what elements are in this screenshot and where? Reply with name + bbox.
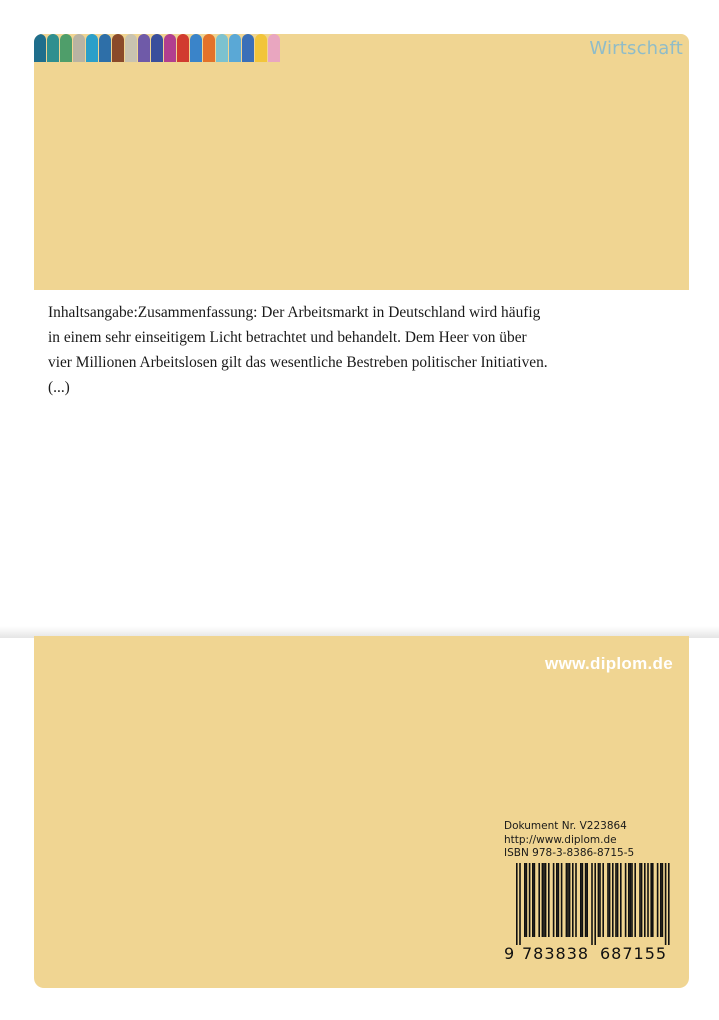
barcode-bar xyxy=(519,863,521,945)
barcode-bar xyxy=(599,863,601,937)
barcode-bar xyxy=(553,863,555,937)
barcode-bar xyxy=(567,863,569,937)
barcode-bar xyxy=(665,863,667,945)
barcode-bar xyxy=(542,863,544,937)
summary-line: (...) xyxy=(48,379,70,396)
barcode-icon xyxy=(516,863,674,945)
barcode-bar xyxy=(628,863,630,937)
barcode-bar xyxy=(617,863,619,937)
barcode-bar xyxy=(586,863,588,937)
barcode-bar xyxy=(644,863,646,937)
color-stripe xyxy=(73,34,85,62)
color-stripe xyxy=(86,34,98,62)
barcode-bar xyxy=(538,863,540,937)
barcode-bar xyxy=(529,863,531,937)
barcode-bar xyxy=(631,863,633,937)
color-stripe-bar xyxy=(34,34,281,62)
color-stripe xyxy=(216,34,228,62)
color-stripe xyxy=(177,34,189,62)
color-stripe xyxy=(112,34,124,62)
barcode-bar xyxy=(582,863,584,937)
summary-line: in einem sehr einseitigem Licht betrachtet und behandelt. Dem Heer von über xyxy=(48,329,527,346)
barcode-bar xyxy=(572,863,574,937)
barcode-digit-group-2: 687155 xyxy=(600,944,668,963)
barcode-bar xyxy=(660,863,662,937)
summary-line: Inhaltsangabe:Zusammenfassung: Der Arbeitsmarkt in Deutschland wird häufig xyxy=(48,304,541,321)
barcode-bar xyxy=(591,863,593,945)
color-stripe xyxy=(229,34,241,62)
color-stripe xyxy=(47,34,59,62)
barcode-bar xyxy=(652,863,654,937)
category-label: Wirtschaft xyxy=(589,38,683,59)
barcode-bar xyxy=(545,863,547,937)
barcode-bar xyxy=(543,863,545,937)
barcode-bar xyxy=(625,863,627,937)
barcode-bar xyxy=(620,863,622,937)
barcode-digit-group-1: 783838 xyxy=(522,944,590,963)
color-stripe xyxy=(164,34,176,62)
cover-top-panel xyxy=(34,34,689,290)
barcode-bar xyxy=(607,863,609,937)
color-stripe xyxy=(99,34,111,62)
document-number: Dokument Nr. V223864 xyxy=(504,820,627,832)
color-stripe xyxy=(138,34,150,62)
color-stripe xyxy=(60,34,72,62)
barcode-bar xyxy=(548,863,550,937)
summary-line: vier Millionen Arbeitslosen gilt das wesentliche Bestreben politischer Initiativen. xyxy=(48,354,548,371)
barcode-bar xyxy=(650,863,652,937)
barcode-bar xyxy=(534,863,536,937)
color-stripe xyxy=(190,34,202,62)
barcode-bar xyxy=(526,863,528,937)
barcode-bar xyxy=(602,863,604,937)
barcode-bar xyxy=(662,863,664,937)
barcode-bar xyxy=(609,863,611,937)
color-stripe xyxy=(242,34,254,62)
barcode-block xyxy=(504,820,680,968)
barcode-bar xyxy=(634,863,636,937)
barcode-bar xyxy=(566,863,568,937)
color-stripe xyxy=(203,34,215,62)
barcode-bar xyxy=(569,863,571,937)
barcode-bar xyxy=(580,863,582,937)
barcode-digit-lead: 9 xyxy=(504,944,515,963)
isbn: ISBN 978-3-8386-8715-5 xyxy=(504,847,635,859)
barcode-bar xyxy=(668,863,670,945)
barcode-bar xyxy=(641,863,643,937)
barcode-bar xyxy=(594,863,596,945)
website-link[interactable]: www.diplom.de xyxy=(545,654,673,673)
color-stripe xyxy=(151,34,163,62)
barcode-bar xyxy=(575,863,577,937)
color-stripe xyxy=(125,34,137,62)
barcode-bar xyxy=(630,863,632,937)
color-stripe xyxy=(34,34,46,62)
publisher-url[interactable]: http://www.diplom.de xyxy=(504,833,617,846)
summary-text xyxy=(48,300,608,400)
color-stripe xyxy=(268,34,280,62)
barcode-bar xyxy=(558,863,560,937)
color-stripe xyxy=(255,34,267,62)
barcode-bar xyxy=(524,863,526,937)
barcode-bar xyxy=(561,863,563,937)
barcode-bar xyxy=(516,863,518,945)
barcode-bar xyxy=(585,863,587,937)
barcode-bar xyxy=(615,863,617,937)
barcode-bar xyxy=(657,863,659,937)
barcode-bar xyxy=(647,863,649,937)
barcode-bar xyxy=(556,863,558,937)
barcode-bar xyxy=(612,863,614,937)
barcode-bar xyxy=(598,863,600,937)
barcode-bar xyxy=(532,863,534,937)
barcode-bar xyxy=(639,863,641,937)
